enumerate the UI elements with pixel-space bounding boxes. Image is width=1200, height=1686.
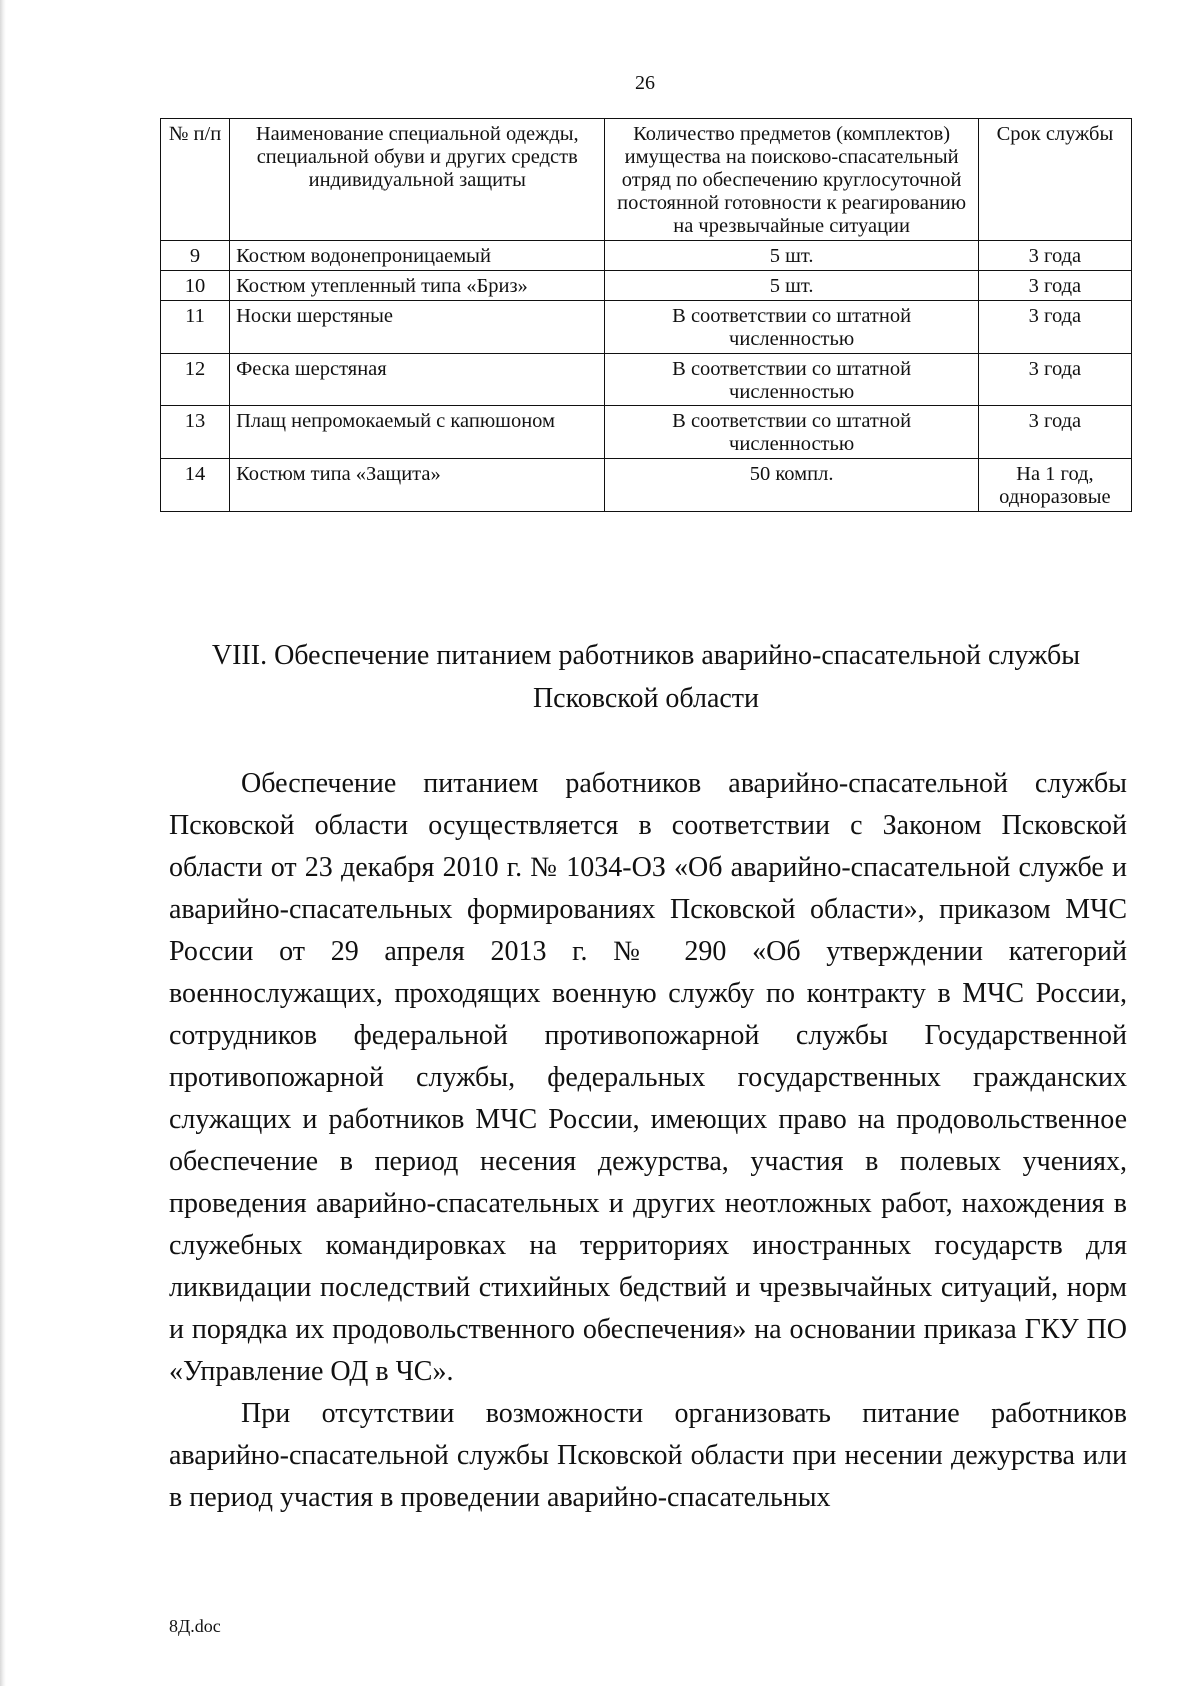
header-quantity: Количество предметов (комплектов) имущества на поисково-спасательный отряд по обеспечению круглосуточной постоянной готовности к реагированию на чрезвычайные ситуации: [605, 119, 978, 241]
paragraph: Обеспечение питанием работников аварийно-спасательной службы Псковской области осуществляется в соответствии с Законом Псковской области от 23 декабря 2010 г. № 1034-ОЗ «Об аварийно-спасательной службе и аварийно-спасательных формированиях Псковской области», приказом МЧС России от 29 апреля 2013 г. № 290 «Об утверждении категорий военнослужащих, проходящих военную службу по контракту в МЧС России, сотрудников федеральной противопожарной службы Государственной противопожарной службы, федеральных государственных гражданских служащих и работников МЧС России, имеющих право на продовольственное обеспечение в период несения дежурства, участия в полевых учениях, проведения аварийно-спасательных и других неотложных работ, нахождения в служебных командировках на территориях иностранных государств для ликвидации последствий стихийных бедствий и чрезвычайных ситуаций, норм и порядка их продовольственного обеспечения» на основании приказа ГКУ ПО «Управление ОД в ЧС».: [169, 768, 1127, 1387]
body-text: [169, 763, 1127, 1519]
table-row: [161, 240, 1132, 270]
row-quantity: 50 компл.: [605, 459, 978, 512]
row-service-life: 3 года: [978, 406, 1131, 459]
page-number: 26: [635, 72, 655, 94]
row-number: 9: [161, 240, 230, 270]
table-row: [161, 406, 1132, 459]
row-quantity: В соответствии со штатной численностью: [605, 353, 978, 406]
table-row: [161, 459, 1132, 512]
section-title-line-1: VIII. Обеспечение питанием работников аварийно-спасательной службы: [211, 640, 1081, 671]
paragraph: При отсутствии возможности организовать питание работников аварийно-спасательной службы Псковской области при несении дежурства или в период участия в проведении аварийно-спасательных: [169, 1398, 1127, 1513]
header-item-name: Наименование специальной одежды, специальной обуви и других средств индивидуальной защиты: [230, 119, 605, 241]
row-number: 13: [161, 406, 230, 459]
row-item-name: Костюм водонепроницаемый: [230, 240, 605, 270]
header-service-life: Срок службы: [978, 119, 1131, 241]
row-number: 14: [161, 459, 230, 512]
row-service-life: 3 года: [978, 240, 1131, 270]
row-item-name: Феска шерстяная: [230, 353, 605, 406]
table-header-row: [161, 119, 1132, 241]
table-row: [161, 300, 1132, 353]
section-title: [160, 634, 1132, 720]
row-service-life: На 1 год, одноразовые: [978, 459, 1131, 512]
row-item-name: Плащ непромокаемый с капюшоном: [230, 406, 605, 459]
row-item-name: Костюм типа «Защита»: [230, 459, 605, 512]
footer-file-name: 8Д.doc: [169, 1616, 221, 1636]
equipment-table: [160, 118, 1132, 512]
scan-edge-shadow: [0, 0, 6, 1686]
row-item-name: Костюм утепленный типа «Бриз»: [230, 270, 605, 300]
row-service-life: 3 года: [978, 300, 1131, 353]
row-service-life: 3 года: [978, 353, 1131, 406]
row-item-name: Носки шерстяные: [230, 300, 605, 353]
row-service-life: 3 года: [978, 270, 1131, 300]
row-quantity: 5 шт.: [605, 240, 978, 270]
row-number: 11: [161, 300, 230, 353]
row-number: 10: [161, 270, 230, 300]
row-quantity: В соответствии со штатной численностью: [605, 406, 978, 459]
table-row: [161, 353, 1132, 406]
row-quantity: 5 шт.: [605, 270, 978, 300]
section-title-line-2: Псковской области: [532, 683, 760, 714]
row-number: 12: [161, 353, 230, 406]
table-row: [161, 270, 1132, 300]
header-number: № п/п: [161, 119, 230, 241]
row-quantity: В соответствии со штатной численностью: [605, 300, 978, 353]
